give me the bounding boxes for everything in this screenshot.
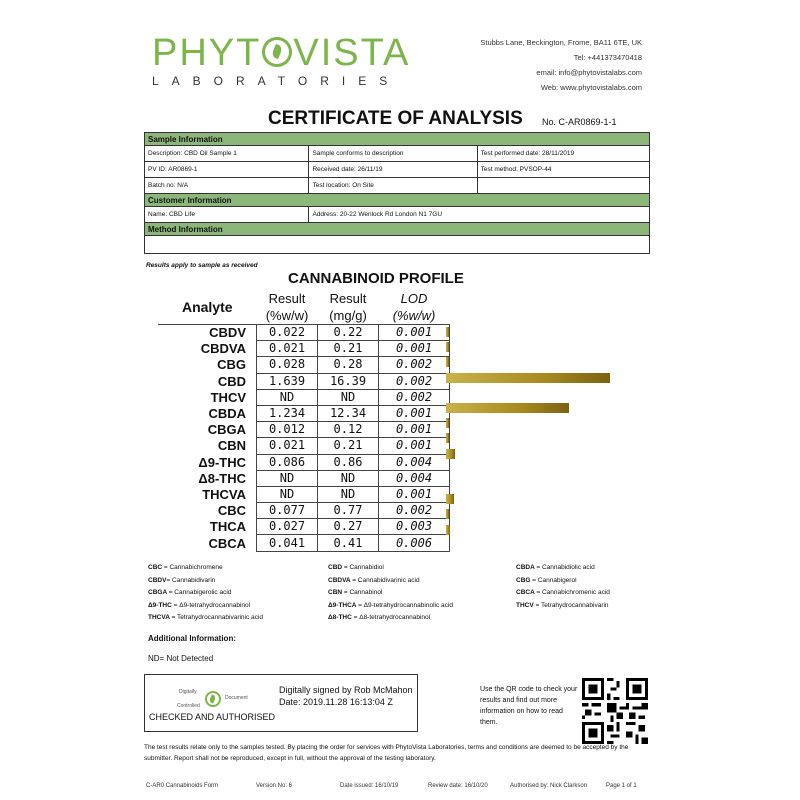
table-row (158, 405, 450, 421)
analyte-cell: CBDV (209, 325, 246, 341)
info-cell: Test location: On Site (309, 178, 477, 194)
info-cell: Name: CBD Life (145, 207, 309, 223)
analyte-cell: CBG (217, 357, 246, 373)
legend-entry: CBCA = Cannabichromenic acid (516, 589, 610, 596)
result-pct-cell: 0.022 (257, 325, 318, 341)
sig-label: Document (225, 695, 248, 701)
qr-code-icon[interactable] (582, 678, 648, 744)
analyte-cell: CBD (217, 373, 246, 389)
result-bar (446, 494, 454, 504)
table-row (158, 389, 450, 405)
lod-cell: 0.003 (379, 519, 450, 535)
result-bar (446, 509, 449, 519)
legend-entry: CBN = Cannabinol (328, 589, 383, 596)
legend-entry: CBDVA = Cannabidivarinic acid (328, 576, 420, 584)
table-row (158, 422, 450, 438)
result-pct-cell: ND (257, 389, 318, 405)
result-pct-cell: ND (257, 470, 318, 486)
legend-entry: Δ9-THC = Δ9-tetrahydrocannabinol (148, 601, 251, 609)
sig-label: Digitally (179, 689, 197, 695)
table-row (158, 438, 450, 454)
legend-entry: CBD = Cannabidiol (328, 564, 384, 571)
info-cell: Address: 20-22 Wenlock Rd London N1 7GU (309, 207, 650, 223)
result-mg-cell: 0.21 (318, 341, 379, 357)
phone-line: Tel: +441373470418 (573, 53, 642, 62)
legend-entry: CBG = Cannabigerol (516, 576, 577, 584)
info-cell: Test performed date: 28/11/2019 (477, 146, 649, 162)
section-heading: Method Information (145, 223, 650, 236)
lod-cell: 0.002 (379, 373, 450, 389)
document-title: CERTIFICATE OF ANALYSIS (268, 108, 523, 129)
result-mg-cell: 0.27 (318, 519, 379, 535)
result-pct-cell: 0.086 (257, 454, 318, 470)
legend-entry: CBGA = Cannabigerolic acid (148, 589, 232, 596)
section-heading: Sample Information (145, 133, 650, 146)
result-mg-cell: 0.86 (318, 454, 379, 470)
section-heading: Customer Information (145, 194, 650, 207)
nd-note: ND= Not Detected (148, 654, 214, 663)
table-row (158, 486, 450, 502)
result-mg-cell: 0.21 (318, 438, 379, 454)
result-mg-cell: 16.39 (318, 373, 379, 389)
table-row (158, 519, 450, 535)
footer-issued: Date issued: 16/10/19 (340, 783, 399, 789)
result-pct-cell: 0.028 (257, 357, 318, 373)
address-line: Stubbs Lane, Beckington, Frome, BA11 6TE, UK (480, 38, 642, 47)
profile-title: CANNABINOID PROFILE (288, 270, 464, 287)
result-pct-cell: 0.021 (257, 341, 318, 357)
additional-info-heading: Additional Information: (148, 634, 236, 643)
legend-entry: CBDV= Cannabidivarin (148, 576, 216, 584)
result-mg-cell: 12.34 (318, 405, 379, 421)
leaf-o-icon (262, 37, 292, 67)
analyte-cell: CBCA (208, 535, 246, 551)
legend-entry: THCV = Tetrahydrocannabivarin (516, 601, 609, 609)
sample-info-table (144, 132, 650, 254)
lod-cell: 0.001 (379, 405, 450, 421)
result-bar (446, 525, 450, 535)
result-pct-cell: 0.021 (257, 438, 318, 454)
analyte-cell: CBDVA (200, 341, 246, 357)
col-lod: LOD (400, 291, 428, 306)
certificate-number: No. C-AR0869-1-1 (542, 117, 617, 127)
footer-review: Review date: 16/10/20 (428, 783, 488, 789)
analyte-cell: CBN (217, 438, 246, 454)
footer-page: Page 1 of 1 (606, 783, 637, 789)
lod-cell: 0.001 (379, 486, 450, 502)
signature-text: Digitally signed by Rob McMahon Date: 2019.11.28 16:13:04 Z (279, 685, 413, 707)
table-row (158, 373, 450, 389)
lod-cell: 0.002 (379, 389, 450, 405)
legend-entry: THCVA = Tetrahydrocannabivarinic acid (148, 614, 263, 621)
lod-cell: 0.001 (379, 438, 450, 454)
result-mg-cell: 0.12 (318, 422, 379, 438)
info-cell: Batch no: N/A (145, 178, 309, 194)
qr-instructions: Use the QR code to check your results and find out more information on how to read them. (480, 686, 578, 726)
info-cell: Received date: 26/11/19 (309, 162, 477, 178)
info-cell (477, 178, 649, 194)
result-bar (446, 373, 610, 383)
result-bar (446, 327, 449, 337)
result-mg-cell: 0.28 (318, 357, 379, 373)
logo-subtitle: LABORATORIES (152, 74, 401, 88)
analyte-cell: Δ8-THC (198, 470, 246, 486)
result-bar (446, 403, 569, 413)
analyte-cell: Δ9-THC (198, 454, 246, 470)
legend-entry: CBC = Cannabichromene (148, 564, 223, 571)
result-mg-cell: 0.41 (318, 535, 379, 551)
analyte-cell: CBDA (208, 406, 246, 422)
legend-entry: Δ8-THC = Δ8-tetrahydrocannabinol (328, 614, 431, 621)
lod-cell: 0.004 (379, 454, 450, 470)
info-cell: Test method: PVSOP-44 (477, 162, 649, 178)
result-bar (446, 433, 449, 443)
col-analyte: Analyte (158, 290, 257, 325)
analyte-cell: THCA (209, 519, 246, 535)
lod-cell: 0.004 (379, 470, 450, 486)
result-pct-cell: 1.234 (257, 405, 318, 421)
lod-cell: 0.001 (379, 325, 450, 341)
table-row (158, 503, 450, 519)
result-mg-cell: 0.22 (318, 325, 379, 341)
info-cell: Sample conforms to description (309, 146, 477, 162)
footer-version: Version No: 6 (256, 783, 293, 789)
cannabinoid-table (158, 290, 450, 552)
sig-label: Controlled (177, 703, 200, 709)
col-unit: (%w/w) (257, 307, 318, 325)
info-cell: PV ID: AR0869-1 (145, 162, 309, 178)
result-bar (446, 449, 455, 459)
lod-cell: 0.001 (379, 422, 450, 438)
result-pct-cell: 1.639 (257, 373, 318, 389)
email-line: email: info@phytovistalabs.com (536, 68, 642, 77)
col-unit: (%w/w) (379, 307, 450, 325)
signature-box (144, 674, 418, 732)
legend-entry: Δ9-THCA = Δ9-tetrahydrocannabinolic acid (328, 601, 453, 609)
col-result-mg: Result (329, 291, 367, 306)
result-pct-cell: 0.012 (257, 422, 318, 438)
checked-label: CHECKED AND AUTHORISED (149, 712, 276, 722)
result-mg-cell: 0.77 (318, 503, 379, 519)
leaf-seal-icon (205, 691, 221, 707)
footer-authorised: Authorised by: Nick Clarkson (510, 783, 588, 789)
lod-cell: 0.002 (379, 357, 450, 373)
results-note: Results apply to sample as received (146, 262, 258, 269)
col-result-pct: Result (268, 291, 306, 306)
analyte-cell: CBC (217, 503, 246, 519)
footer-form: C-AR0 Cannabinoids Form (146, 783, 219, 789)
info-cell (145, 236, 650, 254)
lod-cell: 0.006 (379, 535, 450, 551)
analyte-cell: THCVA (202, 486, 246, 502)
lod-cell: 0.001 (379, 341, 450, 357)
result-bar (446, 357, 449, 367)
result-bar (446, 418, 449, 428)
table-row (158, 341, 450, 357)
result-pct-cell: 0.041 (257, 535, 318, 551)
result-mg-cell: ND (318, 486, 379, 502)
legend-entry: CBDA = Cannabidiolic acid (516, 564, 595, 571)
result-pct-cell: 0.027 (257, 519, 318, 535)
table-row (158, 535, 450, 551)
analyte-cell: CBGA (207, 422, 246, 438)
lod-cell: 0.002 (379, 503, 450, 519)
logo: PHYT VISTA (152, 32, 411, 74)
col-unit: (mg/g) (318, 307, 379, 325)
web-line: Web: www.phytovistalabs.com (540, 83, 642, 92)
result-mg-cell: ND (318, 470, 379, 486)
result-pct-cell: 0.077 (257, 503, 318, 519)
analyte-cell: THCV (210, 389, 246, 405)
table-row (158, 325, 450, 341)
result-mg-cell: ND (318, 389, 379, 405)
disclaimer: The test results relate only to the samples tested. By placing the order for services with PhytoVista Laboratories, terms and conditions are deemed to be accepted by the submitter. Report shall not be reproduced, except in full, without the approval of the testing laboratory. (144, 744, 629, 762)
info-cell: Description: CBD Oil Sample 1 (145, 146, 309, 162)
result-bar (446, 342, 449, 352)
table-row (158, 470, 450, 486)
result-pct-cell: ND (257, 486, 318, 502)
table-row (158, 454, 450, 470)
table-row (158, 357, 450, 373)
